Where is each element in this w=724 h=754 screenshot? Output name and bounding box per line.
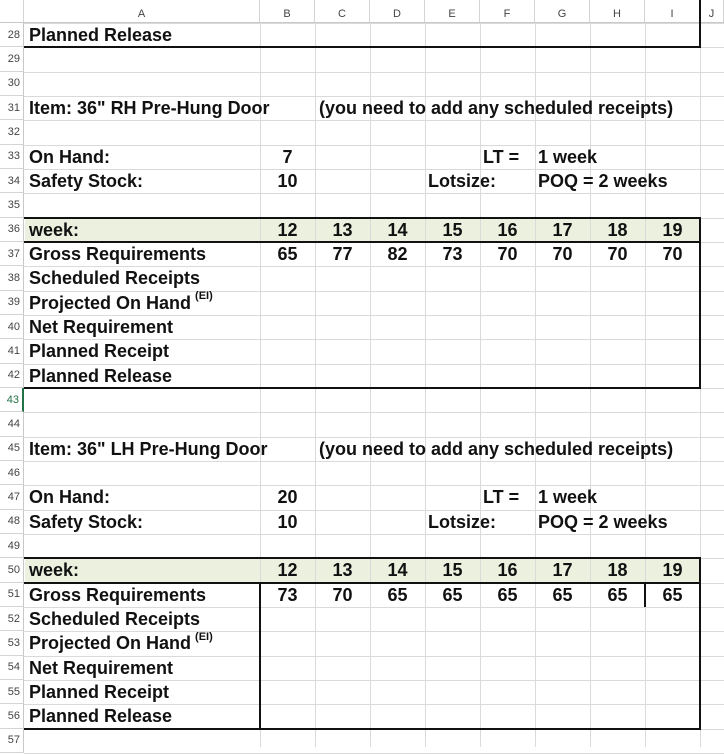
gridline: [24, 534, 724, 535]
column-header-a[interactable]: A: [24, 0, 260, 23]
on-hand-value[interactable]: 7: [282, 146, 293, 167]
row-header-37[interactable]: 37: [0, 242, 24, 266]
gross-requirement-value[interactable]: 65: [277, 244, 298, 265]
on-hand-value[interactable]: 20: [277, 487, 298, 508]
table-border: [699, 218, 701, 388]
week-label[interactable]: week:: [29, 560, 80, 581]
gridline: [535, 23, 536, 747]
table-border: [24, 387, 701, 389]
ending-inventory-superscript: (EI): [195, 630, 213, 643]
week-12[interactable]: 12: [277, 560, 298, 581]
item-title[interactable]: Item: 36" LH Pre-Hung Door: [29, 438, 268, 459]
lead-time-value[interactable]: 1 week: [538, 487, 598, 508]
gross-requirement-value[interactable]: 73: [277, 584, 298, 605]
row-header-55[interactable]: 55: [0, 680, 24, 704]
gridline: [24, 485, 724, 486]
gridline: [24, 461, 724, 462]
column-header-h[interactable]: H: [590, 0, 645, 23]
scheduled-receipts-label[interactable]: Scheduled Receipts: [29, 609, 201, 630]
gross-requirement-value[interactable]: 65: [497, 584, 518, 605]
net-requirement-label[interactable]: Net Requirement: [29, 657, 174, 678]
safety-stock-label[interactable]: Safety Stock:: [29, 171, 144, 192]
cell-planned-release-prev[interactable]: Planned Release: [29, 25, 173, 46]
lotsize-label[interactable]: Lotsize:: [428, 171, 497, 192]
week-19[interactable]: 19: [662, 219, 683, 240]
lotsize-value[interactable]: POQ = 2 weeks: [538, 511, 668, 532]
item-note[interactable]: (you need to add any scheduled receipts): [319, 438, 674, 459]
row-header-33[interactable]: 33: [0, 145, 24, 169]
row-header-34[interactable]: 34: [0, 169, 24, 193]
gross-requirement-value[interactable]: 70: [607, 244, 628, 265]
table-border: [24, 728, 701, 730]
gridline: [24, 412, 724, 413]
on-hand-label[interactable]: On Hand:: [29, 487, 110, 508]
gridline: [370, 23, 371, 747]
gross-requirement-value[interactable]: 70: [662, 244, 683, 265]
column-header-f[interactable]: F: [480, 0, 535, 23]
row-header-47[interactable]: 47: [0, 485, 24, 509]
gross-requirements-label[interactable]: Gross Requirements: [29, 244, 207, 265]
column-header-i[interactable]: I: [645, 0, 700, 23]
gridline: [24, 72, 724, 73]
item-title[interactable]: Item: 36" RH Pre-Hung Door: [29, 98, 270, 119]
row-header-43[interactable]: 43: [0, 388, 24, 412]
week-13[interactable]: 13: [332, 560, 353, 581]
row-header-29[interactable]: 29: [0, 47, 24, 71]
row-header-46[interactable]: 46: [0, 461, 24, 485]
week-15[interactable]: 15: [442, 560, 463, 581]
net-requirement-label[interactable]: Net Requirement: [29, 317, 174, 338]
gross-requirement-value[interactable]: 82: [387, 244, 408, 265]
ending-inventory-superscript: (EI): [195, 290, 213, 303]
table-border: [259, 583, 261, 729]
row-header-56[interactable]: 56: [0, 704, 24, 728]
row-header-48[interactable]: 48: [0, 510, 24, 534]
gross-requirement-value[interactable]: 65: [662, 584, 683, 605]
gridline: [24, 145, 724, 146]
safety-stock-value[interactable]: 10: [277, 511, 298, 532]
projected-on-hand-text: Projected On Hand: [29, 292, 192, 313]
week-16[interactable]: 16: [497, 560, 518, 581]
table-border: [24, 582, 701, 584]
table-border: [24, 241, 701, 243]
planned-receipt-label[interactable]: Planned Receipt: [29, 341, 170, 362]
planned-release-label[interactable]: Planned Release: [29, 706, 173, 727]
planned-receipt-label[interactable]: Planned Receipt: [29, 682, 170, 703]
table-border: [24, 46, 701, 48]
gross-requirement-value[interactable]: 70: [497, 244, 518, 265]
week-18[interactable]: 18: [607, 219, 628, 240]
row-header-41[interactable]: 41: [0, 339, 24, 363]
row-header-32[interactable]: 32: [0, 120, 24, 144]
safety-stock-value[interactable]: 10: [277, 171, 298, 192]
scheduled-receipts-label[interactable]: Scheduled Receipts: [29, 268, 201, 289]
gross-requirements-label[interactable]: Gross Requirements: [29, 584, 207, 605]
gridline: [24, 120, 724, 121]
projected-on-hand-label[interactable]: [29, 631, 213, 655]
column-header-e[interactable]: E: [425, 0, 480, 23]
gridline: [315, 23, 316, 747]
week-15[interactable]: 15: [442, 219, 463, 240]
item-note[interactable]: (you need to add any scheduled receipts): [319, 98, 674, 119]
row-header-30[interactable]: 30: [0, 72, 24, 96]
week-16[interactable]: 16: [497, 219, 518, 240]
week-14[interactable]: 14: [387, 219, 408, 240]
row-header-49[interactable]: 49: [0, 534, 24, 558]
gross-requirement-value[interactable]: 73: [442, 244, 463, 265]
table-border: [24, 557, 701, 559]
gross-requirement-value[interactable]: 65: [607, 584, 628, 605]
gridline: [425, 23, 426, 747]
table-border: [699, 0, 701, 47]
column-header-b[interactable]: B: [260, 0, 315, 23]
row-header-40[interactable]: 40: [0, 315, 24, 339]
lead-time-label[interactable]: LT =: [483, 487, 520, 508]
column-header-d[interactable]: D: [370, 0, 425, 23]
on-hand-label[interactable]: On Hand:: [29, 146, 110, 167]
week-17[interactable]: 17: [552, 560, 573, 581]
week-17[interactable]: 17: [552, 219, 573, 240]
week-13[interactable]: 13: [332, 219, 353, 240]
week-12[interactable]: 12: [277, 219, 298, 240]
select-all-corner[interactable]: [0, 0, 24, 23]
lotsize-value[interactable]: POQ = 2 weeks: [538, 171, 668, 192]
row-header-54[interactable]: 54: [0, 656, 24, 680]
table-border: [699, 558, 701, 728]
row-header-53[interactable]: 53: [0, 631, 24, 655]
lead-time-label[interactable]: LT =: [483, 146, 520, 167]
gridline: [645, 23, 646, 747]
projected-on-hand-label[interactable]: [29, 291, 213, 315]
gridline: [24, 193, 724, 194]
lotsize-label[interactable]: Lotsize:: [428, 511, 497, 532]
row-header-39[interactable]: 39: [0, 291, 24, 315]
gross-requirement-value[interactable]: 65: [552, 584, 573, 605]
table-border: [644, 583, 646, 607]
row-header-50[interactable]: 50: [0, 558, 24, 582]
row-header-52[interactable]: 52: [0, 607, 24, 631]
column-header-g[interactable]: G: [535, 0, 590, 23]
column-header-j[interactable]: J: [700, 0, 724, 23]
gridline: [590, 23, 591, 747]
projected-on-hand-text: Projected On Hand: [29, 633, 192, 654]
planned-release-label[interactable]: Planned Release: [29, 365, 173, 386]
row-header-42[interactable]: 42: [0, 364, 24, 388]
gridline: [480, 23, 481, 747]
row-header-35[interactable]: 35: [0, 193, 24, 217]
gross-requirement-value[interactable]: 70: [332, 584, 353, 605]
gross-requirement-value[interactable]: 70: [552, 244, 573, 265]
week-14[interactable]: 14: [387, 560, 408, 581]
gross-requirement-value[interactable]: 77: [332, 244, 353, 265]
row-header-51[interactable]: 51: [0, 583, 24, 607]
row-header-36[interactable]: 36: [0, 218, 24, 242]
table-border: [24, 217, 701, 219]
gross-requirement-value[interactable]: 65: [387, 584, 408, 605]
safety-stock-label[interactable]: Safety Stock:: [29, 511, 144, 532]
row-header-44[interactable]: 44: [0, 412, 24, 436]
week-18[interactable]: 18: [607, 560, 628, 581]
gross-requirement-value[interactable]: 65: [442, 584, 463, 605]
row-header-57[interactable]: 57: [0, 729, 24, 753]
row-header-38[interactable]: 38: [0, 266, 24, 290]
lead-time-value[interactable]: 1 week: [538, 146, 598, 167]
row-header-28[interactable]: 28: [0, 23, 24, 47]
row-header-45[interactable]: 45: [0, 437, 24, 461]
week-label[interactable]: week:: [29, 219, 80, 240]
column-header-c[interactable]: C: [315, 0, 370, 23]
week-19[interactable]: 19: [662, 560, 683, 581]
row-header-31[interactable]: 31: [0, 96, 24, 120]
